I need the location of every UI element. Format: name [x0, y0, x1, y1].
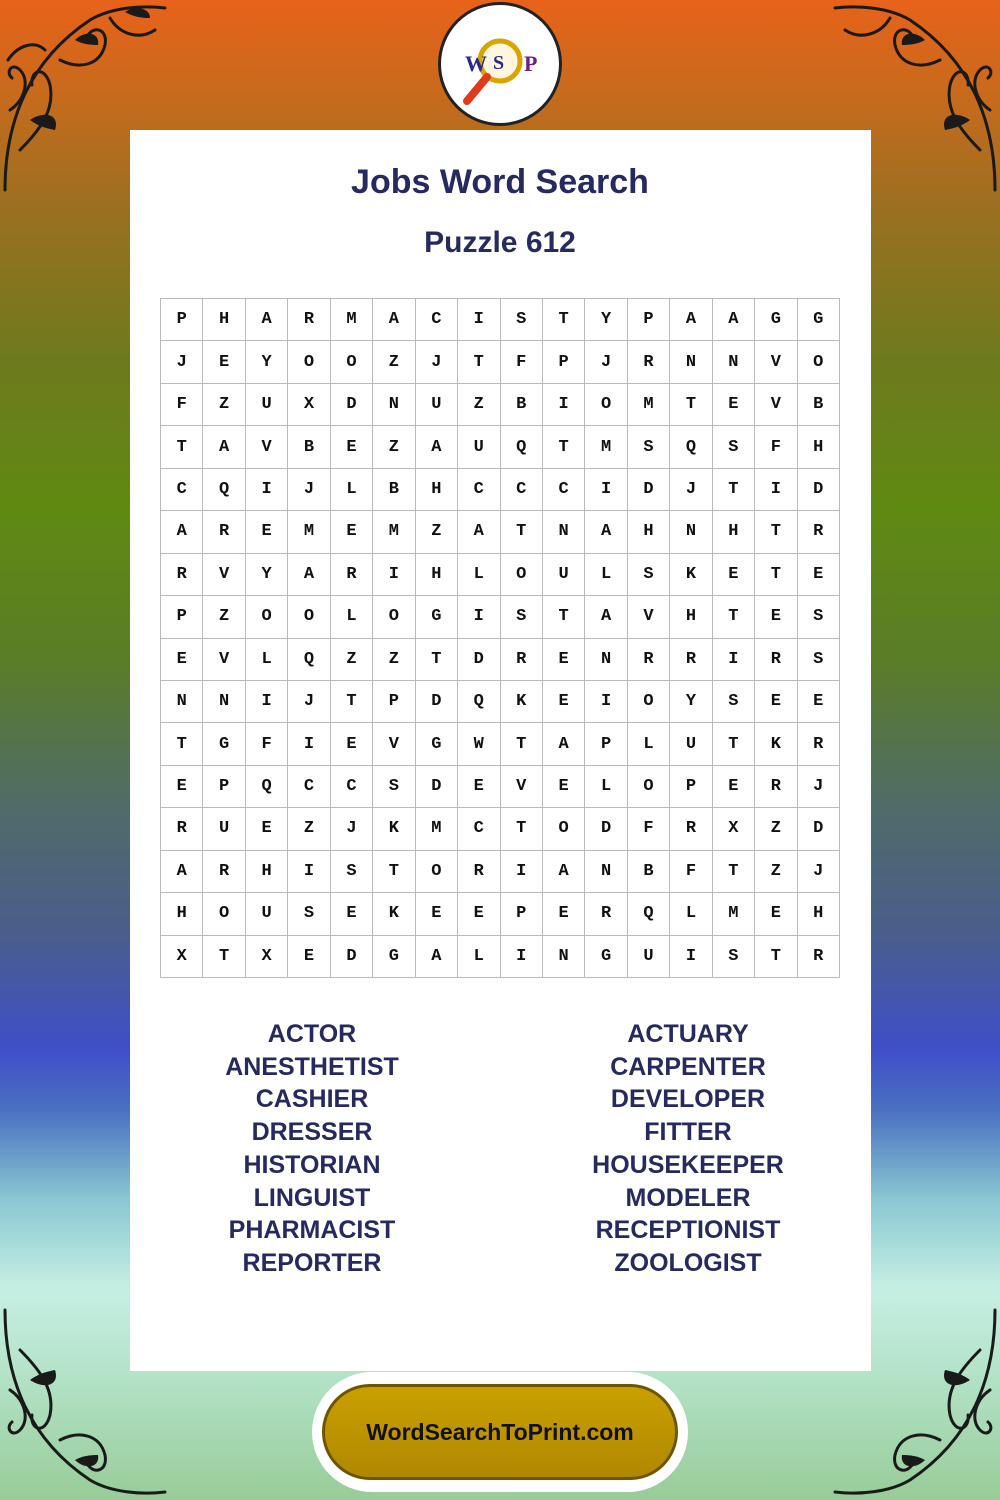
grid-cell[interactable]: Y — [585, 299, 627, 341]
grid-cell[interactable]: I — [288, 851, 330, 893]
grid-cell[interactable]: R — [161, 554, 203, 596]
grid-cell[interactable]: I — [543, 384, 585, 426]
site-link-button[interactable]: WordSearchToPrint.com — [322, 1384, 678, 1480]
grid-cell[interactable]: M — [416, 808, 458, 850]
grid-cell[interactable]: T — [755, 511, 797, 553]
grid-cell[interactable]: N — [543, 936, 585, 978]
grid-cell[interactable]: I — [585, 681, 627, 723]
grid-cell[interactable]: N — [585, 639, 627, 681]
puzzle-number: Puzzle 612 — [424, 226, 576, 259]
grid-cell[interactable]: Z — [373, 426, 415, 468]
grid-cell[interactable]: U — [543, 554, 585, 596]
grid-cell[interactable]: P — [501, 893, 543, 935]
grid-cell[interactable]: K — [373, 893, 415, 935]
grid-cell[interactable]: E — [416, 893, 458, 935]
grid-cell[interactable]: X — [288, 384, 330, 426]
grid-cell[interactable]: P — [670, 766, 712, 808]
grid-cell[interactable]: S — [798, 639, 840, 681]
grid-cell[interactable]: Q — [288, 639, 330, 681]
grid-cell[interactable]: F — [755, 426, 797, 468]
grid-cell[interactable]: E — [161, 639, 203, 681]
grid-cell[interactable]: O — [246, 596, 288, 638]
grid-cell[interactable]: E — [713, 766, 755, 808]
grid-cell[interactable]: V — [501, 766, 543, 808]
grid-cell[interactable]: F — [501, 341, 543, 383]
grid-cell[interactable]: X — [161, 936, 203, 978]
logo-letter-w: W — [465, 51, 487, 76]
word-list-item: LINGUIST — [253, 1183, 371, 1212]
word-list-item: DRESSER — [251, 1118, 373, 1147]
grid-cell[interactable]: Y — [246, 554, 288, 596]
grid-cell[interactable]: A — [585, 596, 627, 638]
grid-cell[interactable]: Z — [331, 639, 373, 681]
grid-cell[interactable]: D — [331, 936, 373, 978]
grid-cell[interactable]: A — [585, 511, 627, 553]
grid-cell[interactable]: E — [543, 893, 585, 935]
grid-cell[interactable]: N — [373, 384, 415, 426]
grid-cell[interactable]: O — [288, 341, 330, 383]
grid-cell[interactable]: T — [713, 469, 755, 511]
grid-cell[interactable]: U — [246, 384, 288, 426]
grid-cell[interactable]: R — [501, 639, 543, 681]
grid-cell[interactable]: C — [331, 766, 373, 808]
grid-cell[interactable]: U — [458, 426, 500, 468]
grid-cell[interactable]: A — [416, 936, 458, 978]
magnifier-icon — [445, 9, 555, 119]
grid-cell[interactable]: F — [161, 384, 203, 426]
grid-cell[interactable]: E — [331, 893, 373, 935]
word-list-item: HOUSEKEEPER — [592, 1150, 784, 1179]
grid-cell[interactable]: O — [331, 341, 373, 383]
grid-cell[interactable]: E — [713, 554, 755, 596]
grid-cell[interactable]: A — [161, 851, 203, 893]
grid-cell[interactable]: J — [670, 469, 712, 511]
grid-cell[interactable]: I — [755, 469, 797, 511]
grid-cell[interactable]: S — [501, 299, 543, 341]
grid-cell[interactable]: Q — [246, 766, 288, 808]
grid-cell[interactable]: A — [543, 723, 585, 765]
grid-cell[interactable]: L — [628, 723, 670, 765]
grid-cell[interactable]: Z — [288, 808, 330, 850]
grid-cell[interactable]: S — [713, 936, 755, 978]
grid-cell[interactable]: J — [331, 808, 373, 850]
grid-cell[interactable]: T — [331, 681, 373, 723]
grid-cell[interactable]: R — [798, 936, 840, 978]
word-list-item: ACTOR — [267, 1020, 357, 1048]
grid-cell[interactable]: T — [373, 851, 415, 893]
grid-cell[interactable]: E — [331, 511, 373, 553]
grid-cell[interactable]: Q — [670, 426, 712, 468]
grid-cell[interactable]: N — [585, 851, 627, 893]
grid-cell[interactable]: V — [755, 341, 797, 383]
grid-cell[interactable]: A — [458, 511, 500, 553]
grid-cell[interactable]: L — [585, 554, 627, 596]
grid-cell[interactable]: Y — [246, 341, 288, 383]
grid-cell[interactable]: H — [670, 596, 712, 638]
grid-cell[interactable]: O — [416, 851, 458, 893]
grid-cell[interactable]: F — [628, 808, 670, 850]
grid-cell[interactable]: S — [798, 596, 840, 638]
grid-cell[interactable]: A — [713, 299, 755, 341]
grid-cell[interactable]: E — [288, 936, 330, 978]
grid-cell[interactable]: V — [203, 639, 245, 681]
grid-cell[interactable]: T — [501, 808, 543, 850]
grid-cell[interactable]: B — [373, 469, 415, 511]
grid-cell[interactable]: E — [331, 426, 373, 468]
grid-cell[interactable]: A — [161, 511, 203, 553]
grid-cell[interactable]: C — [501, 469, 543, 511]
grid-cell[interactable]: E — [458, 766, 500, 808]
grid-cell[interactable]: Z — [373, 639, 415, 681]
grid-cell[interactable]: I — [713, 639, 755, 681]
grid-cell[interactable]: Q — [203, 469, 245, 511]
grid-cell[interactable]: S — [713, 426, 755, 468]
grid-cell[interactable]: T — [458, 341, 500, 383]
grid-cell[interactable]: J — [288, 469, 330, 511]
grid-cell[interactable]: R — [628, 341, 670, 383]
grid-cell[interactable]: S — [713, 681, 755, 723]
grid-cell[interactable]: U — [246, 893, 288, 935]
grid-cell[interactable]: E — [755, 893, 797, 935]
grid-cell[interactable]: Z — [755, 808, 797, 850]
grid-cell[interactable]: U — [203, 808, 245, 850]
word-list-item: FITTER — [644, 1118, 732, 1147]
grid-cell[interactable]: Q — [628, 893, 670, 935]
grid-cell[interactable]: S — [628, 426, 670, 468]
grid-cell[interactable]: X — [246, 936, 288, 978]
grid-cell[interactable]: R — [161, 808, 203, 850]
logo-letter-p: P — [524, 51, 538, 76]
grid-cell[interactable]: O — [501, 554, 543, 596]
grid-cell[interactable]: J — [585, 341, 627, 383]
word-list-item: REPORTER — [242, 1248, 382, 1277]
word-list-item: ANESTHETIST — [225, 1052, 399, 1081]
grid-cell[interactable]: R — [585, 893, 627, 935]
grid-cell[interactable]: D — [798, 808, 840, 850]
grid-cell[interactable]: R — [458, 851, 500, 893]
grid-cell[interactable]: R — [670, 639, 712, 681]
grid-cell[interactable]: R — [288, 299, 330, 341]
grid-cell[interactable]: J — [161, 341, 203, 383]
grid-cell[interactable]: Z — [416, 511, 458, 553]
grid-cell[interactable]: H — [161, 893, 203, 935]
grid-cell[interactable]: D — [416, 766, 458, 808]
grid-cell[interactable]: T — [670, 384, 712, 426]
word-list-item: DEVELOPER — [610, 1085, 766, 1114]
grid-cell[interactable]: V — [246, 426, 288, 468]
grid-cell[interactable]: V — [628, 596, 670, 638]
grid-cell[interactable]: T — [501, 723, 543, 765]
grid-cell[interactable]: Q — [458, 681, 500, 723]
grid-cell[interactable]: G — [798, 299, 840, 341]
grid-cell[interactable]: E — [543, 766, 585, 808]
grid-cell[interactable]: I — [458, 596, 500, 638]
grid-cell[interactable]: B — [628, 851, 670, 893]
grid-cell[interactable]: Z — [203, 384, 245, 426]
grid-cell[interactable]: H — [416, 469, 458, 511]
grid-cell[interactable]: H — [713, 511, 755, 553]
grid-cell[interactable]: E — [246, 808, 288, 850]
grid-cell[interactable]: R — [798, 511, 840, 553]
grid-cell[interactable]: F — [670, 851, 712, 893]
grid-cell[interactable]: H — [798, 426, 840, 468]
grid-cell[interactable]: H — [416, 554, 458, 596]
grid-cell[interactable]: D — [458, 639, 500, 681]
grid-cell[interactable]: S — [331, 851, 373, 893]
grid-cell[interactable]: U — [628, 936, 670, 978]
grid-cell[interactable]: H — [246, 851, 288, 893]
grid-cell[interactable]: Q — [501, 426, 543, 468]
grid-cell[interactable]: K — [373, 808, 415, 850]
word-list-item: PHARMACIST — [228, 1216, 396, 1245]
grid-cell[interactable]: C — [288, 766, 330, 808]
grid-cell[interactable]: P — [373, 681, 415, 723]
grid-cell[interactable]: P — [585, 723, 627, 765]
grid-cell[interactable]: H — [203, 299, 245, 341]
grid-cell[interactable]: N — [543, 511, 585, 553]
grid-cell[interactable]: Z — [203, 596, 245, 638]
grid-cell[interactable]: L — [670, 893, 712, 935]
grid-cell[interactable]: O — [628, 681, 670, 723]
grid-cell[interactable]: O — [543, 808, 585, 850]
grid-cell[interactable]: Z — [373, 341, 415, 383]
grid-cell[interactable]: N — [670, 511, 712, 553]
grid-cell[interactable]: T — [161, 723, 203, 765]
grid-cell[interactable]: Y — [670, 681, 712, 723]
grid-cell[interactable]: S — [501, 596, 543, 638]
grid-cell[interactable]: T — [543, 299, 585, 341]
grid-cell[interactable]: E — [755, 596, 797, 638]
grid-cell[interactable]: O — [373, 596, 415, 638]
grid-cell[interactable]: A — [373, 299, 415, 341]
grid-cell[interactable]: N — [203, 681, 245, 723]
grid-cell[interactable]: T — [161, 426, 203, 468]
grid-cell[interactable]: I — [501, 851, 543, 893]
grid-cell[interactable]: L — [331, 469, 373, 511]
grid-cell[interactable]: T — [713, 723, 755, 765]
grid-cell[interactable]: A — [288, 554, 330, 596]
grid-cell[interactable]: O — [585, 384, 627, 426]
grid-cell[interactable]: V — [373, 723, 415, 765]
grid-cell[interactable]: K — [501, 681, 543, 723]
grid-cell[interactable]: R — [203, 511, 245, 553]
grid-cell[interactable]: R — [628, 639, 670, 681]
grid-cell[interactable]: E — [755, 681, 797, 723]
grid-cell[interactable]: N — [713, 341, 755, 383]
grid-cell[interactable]: I — [670, 936, 712, 978]
grid-cell[interactable]: I — [373, 554, 415, 596]
grid-cell[interactable]: D — [331, 384, 373, 426]
grid-cell[interactable]: S — [288, 893, 330, 935]
grid-cell[interactable]: T — [713, 851, 755, 893]
grid-cell[interactable]: Z — [755, 851, 797, 893]
grid-cell[interactable]: K — [670, 554, 712, 596]
grid-cell[interactable]: J — [288, 681, 330, 723]
grid-cell[interactable]: O — [798, 341, 840, 383]
page-title: Jobs Word Search — [351, 163, 649, 201]
grid-cell[interactable]: E — [798, 554, 840, 596]
grid-cell[interactable]: T — [755, 554, 797, 596]
grid-cell[interactable]: R — [755, 639, 797, 681]
grid-cell[interactable]: D — [798, 469, 840, 511]
grid-cell[interactable]: P — [161, 299, 203, 341]
grid-cell[interactable]: B — [501, 384, 543, 426]
grid-cell[interactable]: H — [628, 511, 670, 553]
grid-cell[interactable]: D — [585, 808, 627, 850]
word-list-left — [182, 1018, 442, 1280]
grid-cell[interactable]: I — [458, 299, 500, 341]
letter-grid — [160, 298, 840, 978]
wsp-logo[interactable] — [438, 2, 562, 126]
grid-cell[interactable]: E — [713, 384, 755, 426]
grid-cell[interactable]: B — [288, 426, 330, 468]
grid-cell[interactable]: L — [246, 639, 288, 681]
grid-cell[interactable]: M — [628, 384, 670, 426]
grid-cell[interactable]: E — [246, 511, 288, 553]
grid-cell[interactable]: S — [628, 554, 670, 596]
grid-cell[interactable]: J — [798, 766, 840, 808]
grid-cell[interactable]: R — [203, 851, 245, 893]
grid-cell[interactable]: S — [373, 766, 415, 808]
grid-cell[interactable]: O — [628, 766, 670, 808]
grid-cell[interactable]: E — [543, 639, 585, 681]
grid-cell[interactable]: A — [203, 426, 245, 468]
grid-cell[interactable]: P — [203, 766, 245, 808]
word-list-item: HISTORIAN — [243, 1150, 381, 1179]
grid-cell[interactable]: C — [416, 299, 458, 341]
grid-cell[interactable]: I — [246, 469, 288, 511]
grid-cell[interactable]: E — [331, 723, 373, 765]
grid-cell[interactable]: V — [203, 554, 245, 596]
grid-cell[interactable]: N — [161, 681, 203, 723]
grid-cell[interactable]: R — [798, 723, 840, 765]
grid-cell[interactable]: I — [246, 681, 288, 723]
word-list-right — [558, 1018, 818, 1280]
grid-cell[interactable]: N — [670, 341, 712, 383]
grid-cell[interactable]: R — [670, 808, 712, 850]
grid-cell[interactable]: M — [288, 511, 330, 553]
grid-cell[interactable]: E — [543, 681, 585, 723]
grid-cell[interactable]: T — [543, 596, 585, 638]
grid-cell[interactable]: A — [543, 851, 585, 893]
grid-cell[interactable]: G — [416, 723, 458, 765]
grid-cell[interactable]: I — [501, 936, 543, 978]
grid-cell[interactable]: H — [798, 893, 840, 935]
grid-cell[interactable]: T — [755, 936, 797, 978]
grid-cell[interactable]: D — [416, 681, 458, 723]
grid-cell[interactable]: U — [670, 723, 712, 765]
grid-cell[interactable]: G — [373, 936, 415, 978]
grid-cell[interactable]: J — [798, 851, 840, 893]
grid-cell[interactable]: L — [585, 766, 627, 808]
grid-cell[interactable]: J — [416, 341, 458, 383]
grid-cell[interactable]: D — [628, 469, 670, 511]
grid-cell[interactable]: L — [458, 936, 500, 978]
grid-cell[interactable]: C — [458, 808, 500, 850]
grid-cell[interactable]: E — [458, 893, 500, 935]
grid-cell[interactable]: G — [203, 723, 245, 765]
grid-cell[interactable]: F — [246, 723, 288, 765]
grid-cell[interactable]: M — [585, 426, 627, 468]
grid-cell[interactable]: L — [331, 596, 373, 638]
grid-cell[interactable]: R — [331, 554, 373, 596]
grid-cell[interactable]: P — [543, 341, 585, 383]
word-list-item: ZOOLOGIST — [614, 1248, 762, 1277]
grid-cell[interactable]: V — [755, 384, 797, 426]
grid-cell[interactable]: C — [543, 469, 585, 511]
grid-cell[interactable]: B — [798, 384, 840, 426]
word-list-item: CASHIER — [255, 1085, 369, 1114]
word-list-item: RECEPTIONIST — [595, 1216, 781, 1245]
grid-cell[interactable]: G — [755, 299, 797, 341]
grid-cell[interactable]: T — [713, 596, 755, 638]
grid-cell[interactable]: M — [713, 893, 755, 935]
grid-cell[interactable]: G — [416, 596, 458, 638]
grid-cell[interactable]: C — [161, 469, 203, 511]
grid-cell[interactable]: K — [755, 723, 797, 765]
word-list-item: MODELER — [625, 1183, 751, 1212]
grid-cell[interactable]: M — [331, 299, 373, 341]
grid-cell[interactable]: E — [203, 341, 245, 383]
grid-cell[interactable]: A — [670, 299, 712, 341]
grid-cell[interactable]: T — [501, 511, 543, 553]
word-list-item: CARPENTER — [610, 1052, 766, 1081]
grid-cell[interactable]: P — [161, 596, 203, 638]
grid-cell[interactable]: I — [585, 469, 627, 511]
grid-cell[interactable]: Z — [458, 384, 500, 426]
grid-cell[interactable]: R — [755, 766, 797, 808]
grid-cell[interactable]: T — [416, 639, 458, 681]
grid-cell[interactable]: G — [585, 936, 627, 978]
grid-cell[interactable]: C — [458, 469, 500, 511]
grid-cell[interactable]: P — [628, 299, 670, 341]
grid-cell[interactable]: X — [713, 808, 755, 850]
grid-cell[interactable]: I — [288, 723, 330, 765]
logo-letter-s: S — [493, 52, 505, 74]
word-list-item: ACTUARY — [627, 1020, 749, 1048]
grid-cell[interactable]: O — [288, 596, 330, 638]
grid-cell[interactable]: L — [458, 554, 500, 596]
grid-cell[interactable]: M — [373, 511, 415, 553]
grid-cell[interactable]: O — [203, 893, 245, 935]
grid-cell[interactable]: T — [543, 426, 585, 468]
grid-cell[interactable]: U — [416, 384, 458, 426]
grid-cell[interactable]: E — [798, 681, 840, 723]
grid-cell[interactable]: A — [246, 299, 288, 341]
grid-cell[interactable]: E — [161, 766, 203, 808]
grid-cell[interactable]: T — [203, 936, 245, 978]
grid-cell[interactable]: A — [416, 426, 458, 468]
grid-cell[interactable]: W — [458, 723, 500, 765]
